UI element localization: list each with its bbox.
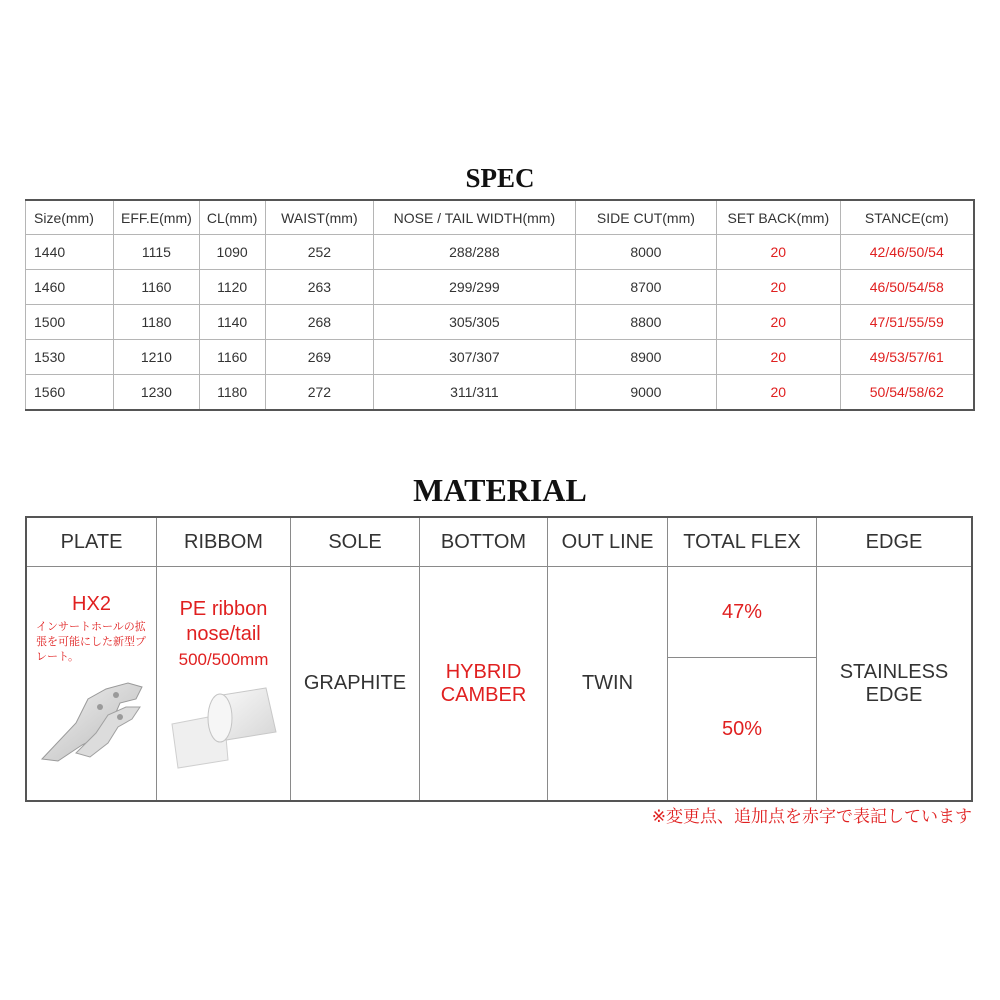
total-flex-value-2: 50%: [668, 658, 817, 802]
spec-row: [26, 375, 975, 411]
spec-row: [26, 340, 975, 375]
spec-header-waist: WAIST(mm): [265, 200, 373, 235]
material-row: [26, 567, 972, 658]
spec-cell-waist: 268: [265, 305, 373, 340]
spec-cell-waist: 269: [265, 340, 373, 375]
edge-cell: [817, 567, 973, 802]
spec-cell-stance: 42/46/50/54: [840, 235, 974, 270]
material-header-edge: EDGE: [817, 517, 973, 567]
material-header-total-flex: TOTAL FLEX: [668, 517, 817, 567]
spec-cell-nose-tail: 305/305: [374, 305, 576, 340]
plate-name: HX2: [72, 593, 111, 615]
edge-line-1: STAINLESS: [839, 660, 949, 683]
ribbon-cell: [157, 567, 291, 802]
spec-cell-side-cut: 8900: [575, 340, 716, 375]
material-header-bottom: BOTTOM: [420, 517, 548, 567]
total-flex-value-1: 47%: [668, 567, 817, 658]
spec-cell-effe: 1210: [114, 340, 199, 375]
spec-cell-cl: 1090: [199, 235, 265, 270]
spec-header-effe: EFF.E(mm): [114, 200, 199, 235]
footnote: ※変更点、追加点を赤字で表記しています: [651, 807, 972, 827]
spec-header-size: Size(mm): [26, 200, 114, 235]
bottom-cell: [420, 567, 548, 802]
spec-cell-side-cut: 8800: [575, 305, 716, 340]
plate-cell: [26, 567, 157, 802]
spec-row: [26, 305, 975, 340]
spec-cell-set-back: 20: [717, 305, 840, 340]
spec-cell-cl: 1160: [199, 340, 265, 375]
bottom-line-1: HYBRID: [445, 660, 522, 683]
material-header-plate: PLATE: [26, 517, 157, 567]
spec-cell-size: 1530: [26, 340, 114, 375]
material-header-row: [26, 517, 972, 567]
spec-cell-size: 1460: [26, 270, 114, 305]
spec-cell-effe: 1160: [114, 270, 199, 305]
spec-cell-set-back: 20: [717, 270, 840, 305]
bottom-line-2: CAMBER: [440, 683, 527, 706]
spec-cell-nose-tail: 307/307: [374, 340, 576, 375]
spec-cell-side-cut: 9000: [575, 375, 716, 411]
spec-row: [26, 270, 975, 305]
spec-header-stance: STANCE(cm): [840, 200, 974, 235]
spec-row: [26, 235, 975, 270]
spec-header-side-cut: SIDE CUT(mm): [575, 200, 716, 235]
spec-cell-side-cut: 8000: [575, 235, 716, 270]
material-title: MATERIAL: [413, 472, 587, 508]
spec-header-nose-tail: NOSE / TAIL WIDTH(mm): [374, 200, 576, 235]
spec-header-cl: CL(mm): [199, 200, 265, 235]
spec-cell-effe: 1230: [114, 375, 199, 411]
sole-cell: GRAPHITE: [291, 567, 420, 802]
spec-cell-effe: 1115: [114, 235, 199, 270]
outline-cell: TWIN: [548, 567, 668, 802]
spec-cell-size: 1440: [26, 235, 114, 270]
ribbon-line-3: 500/500mm: [178, 650, 269, 669]
spec-cell-set-back: 20: [717, 375, 840, 411]
spec-cell-side-cut: 8700: [575, 270, 716, 305]
spec-cell-waist: 252: [265, 235, 373, 270]
spec-cell-stance: 49/53/57/61: [840, 340, 974, 375]
binding-plate-image: [36, 673, 148, 765]
spec-cell-size: 1560: [26, 375, 114, 411]
ribbon-roll-image: [168, 680, 280, 770]
spec-cell-nose-tail: 288/288: [374, 235, 576, 270]
spec-cell-effe: 1180: [114, 305, 199, 340]
spec-cell-set-back: 20: [717, 235, 840, 270]
edge-line-2: EDGE: [865, 683, 923, 706]
material-header-ribbom: RIBBOM: [157, 517, 291, 567]
spec-cell-set-back: 20: [717, 340, 840, 375]
spec-cell-nose-tail: 299/299: [374, 270, 576, 305]
material-table: [25, 516, 973, 802]
spec-cell-cl: 1180: [199, 375, 265, 411]
spec-cell-nose-tail: 311/311: [374, 375, 576, 411]
material-header-outline: OUT LINE: [548, 517, 668, 567]
plate-note: インサートホールの拡張を可能にした新型プレート。: [36, 621, 146, 663]
spec-cell-stance: 47/51/55/59: [840, 305, 974, 340]
spec-title: SPEC: [465, 163, 535, 193]
spec-header-set-back: SET BACK(mm): [717, 200, 840, 235]
spec-table: [25, 199, 975, 411]
spec-cell-size: 1500: [26, 305, 114, 340]
spec-cell-stance: 50/54/58/62: [840, 375, 974, 411]
ribbon-line-2: nose/tail: [186, 623, 261, 645]
ribbon-line-1: PE ribbon: [179, 598, 268, 620]
material-header-sole: SOLE: [291, 517, 420, 567]
spec-cell-waist: 272: [265, 375, 373, 411]
spec-cell-stance: 46/50/54/58: [840, 270, 974, 305]
spec-cell-waist: 263: [265, 270, 373, 305]
spec-header-row: [26, 200, 975, 235]
spec-cell-cl: 1120: [199, 270, 265, 305]
spec-cell-cl: 1140: [199, 305, 265, 340]
